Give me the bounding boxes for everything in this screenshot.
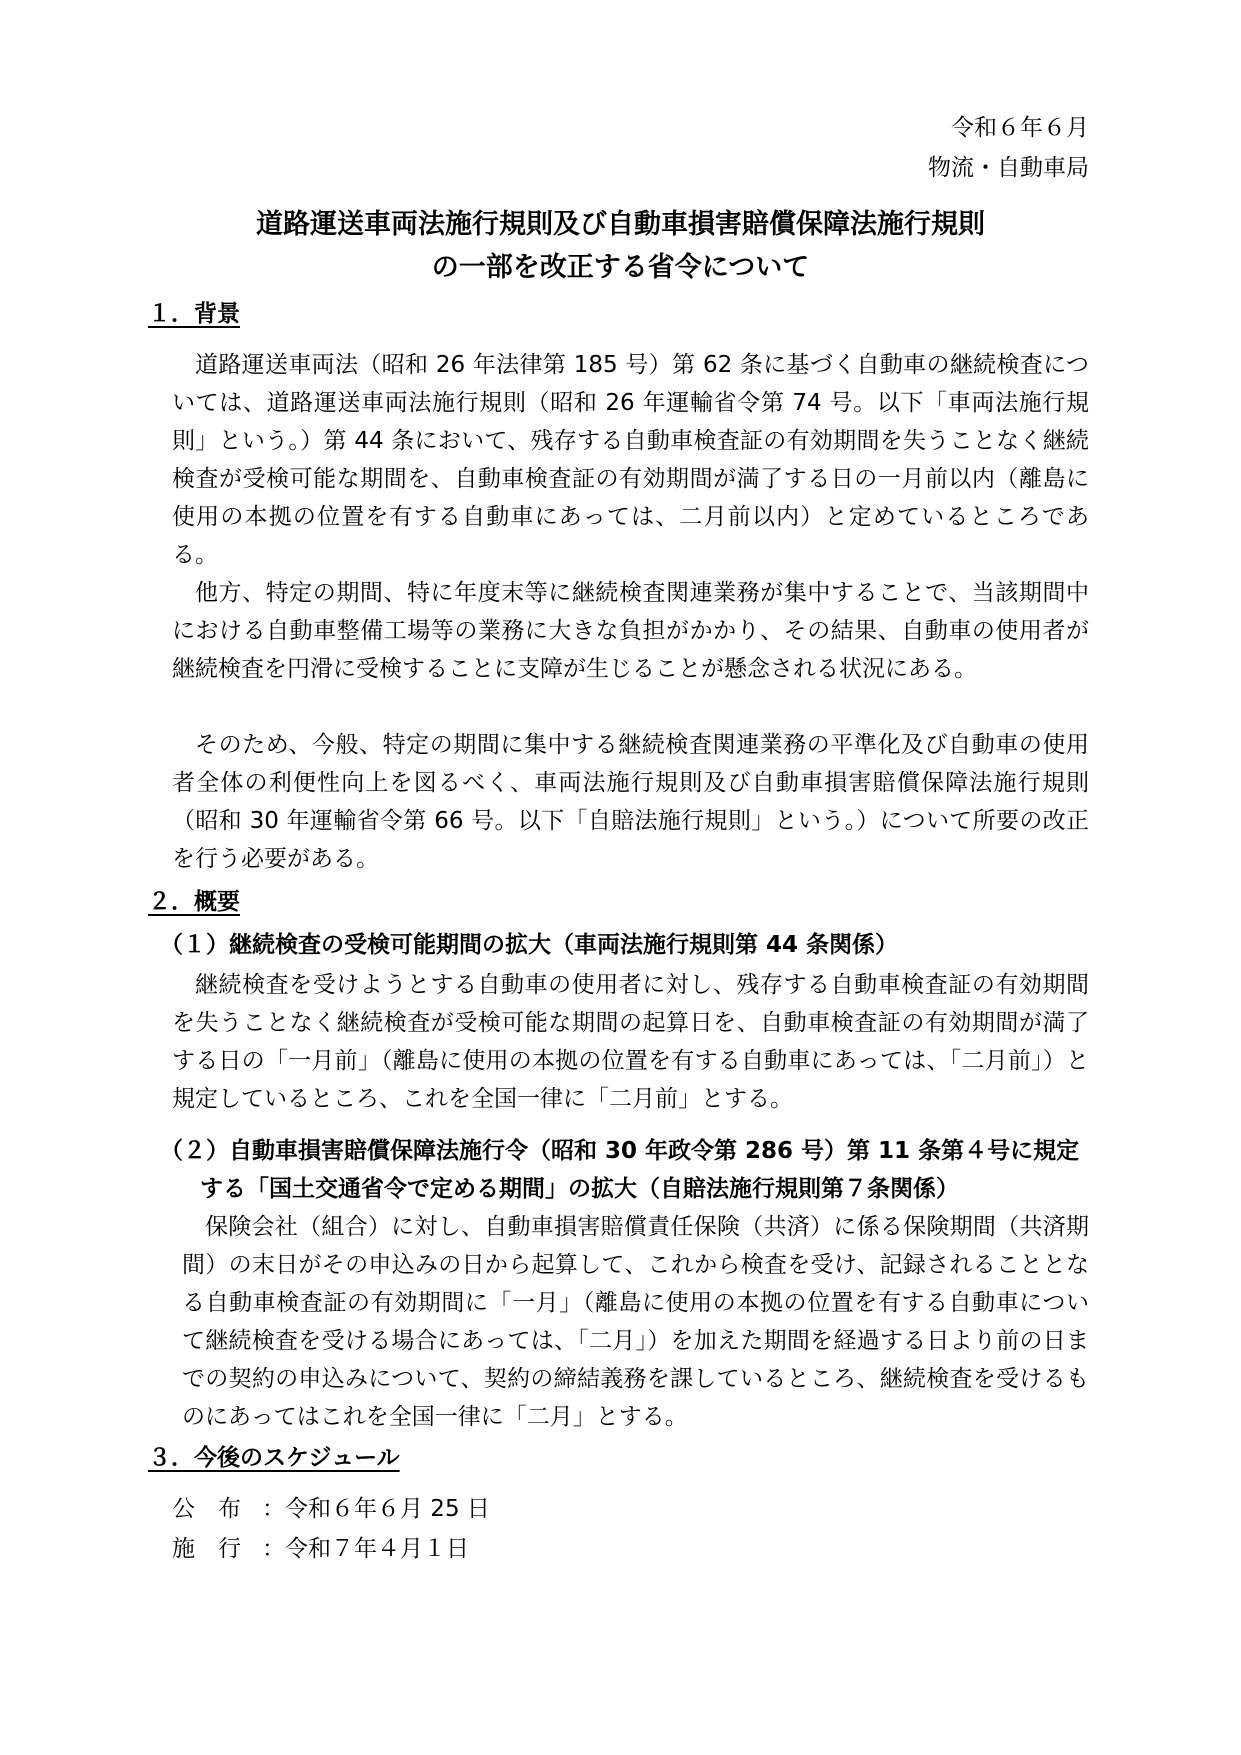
title-line-2: の一部を改正する省令について bbox=[431, 252, 810, 283]
title-line-1: 道路運送車両法施行規則及び自動車損害賠償保障法施行規則 bbox=[256, 209, 985, 240]
overview-item-1-heading: （１）継続検査の受検可能期間の拡大（車両法施行規則第 44 条関係） bbox=[160, 932, 899, 958]
overview-item-2-heading: （２）自動車損害賠償保障法施行令（昭和 30 年政令第 286 号）第 11 条第４号に規定する「国土交通省令で定める期間」の拡大（自賠法施行規則第７条関係） bbox=[160, 1138, 1080, 1202]
section-heading-schedule: ３．今後のスケジュール bbox=[148, 1445, 400, 1471]
overview-item-2-body: 保険会社（組合）に対し、自動車損害賠償責任保険（共済）に係る保険期間（共済期間）の末日がその申込みの日から起算して、これから検査を受け、記録されることとなる自動車検査証の有効期間に「一月」（離島に使用の本拠の位置を有する自動車について継続検査を受ける場合にあっては、「二月」）を加えた期間を経過する日より前の日までの契約の申込みについて、契約の締結義務を課しているところ、継続検査を受けるものにあってはこれを全国一律に「二月」とする。 bbox=[182, 1214, 1089, 1430]
document-header bbox=[928, 108, 1089, 188]
background-paragraph-3: そのため、今般、特定の期間に集中する継続検査関連業務の平準化及び自動車の使用者全体の利便性向上を図るべく、車両法施行規則及び自動車損害賠償保障法施行規則（昭和 30 年運輸省令第 66 号。以下「自賠法施行規則」という。）について所要の改正を行う必要がある。 bbox=[172, 732, 1089, 872]
schedule-row-enforcement bbox=[172, 1530, 469, 1568]
schedule-value: ：令和６年６月 25 日 bbox=[262, 1496, 490, 1522]
background-paragraph-2: 他方、特定の期間、特に年度末等に継続検査関連業務が集中することで、当該期間中における自動車整備工場等の業務に大きな負担がかかり、その結果、自動車の使用者が継続検査を円滑に受検することに支障が生じることが懸念される状況にある。 bbox=[172, 580, 1089, 682]
section-heading-overview: ２．概要 bbox=[148, 889, 240, 915]
issuing-bureau: 物流・自動車局 bbox=[928, 155, 1089, 181]
overview-item-1-body: 継続検査を受けようとする自動車の使用者に対し、残存する自動車検査証の有効期間を失うことなく継続検査が受検可能な期間の起算日を、自動車検査証の有効期間が満了する日の「一月前」（離島に使用の本拠の位置を有する自動車にあっては、「二月前」）と規定しているところ、これを全国一律に「二月前」とする。 bbox=[172, 972, 1089, 1112]
schedule-label: 公 布 bbox=[172, 1496, 241, 1522]
issue-date: 令和６年６月 bbox=[951, 115, 1089, 141]
background-paragraph-1: 道路運送車両法（昭和 26 年法律第 185 号）第 62 条に基づく自動車の継続検査については、道路運送車両法施行規則（昭和 26 年運輸省令第 74 号。以下「車両法施行規則」という。）第 44 条において、残存する自動車検査証の有効期間を失うことなく継続検査が受検可能な期間を、自動車検査証の有効期間が満了する日の一月前以内（離島に使用の本拠の位置を有する自動車にあっては、二月前以内）と定めているところである。 bbox=[172, 352, 1089, 568]
schedule-row-promulgation bbox=[172, 1490, 490, 1528]
schedule-value: ：令和７年４月１日 bbox=[262, 1536, 469, 1562]
schedule-label: 施 行 bbox=[172, 1536, 241, 1562]
document-title bbox=[0, 203, 1241, 289]
section-heading-background: １．背景 bbox=[148, 301, 240, 327]
